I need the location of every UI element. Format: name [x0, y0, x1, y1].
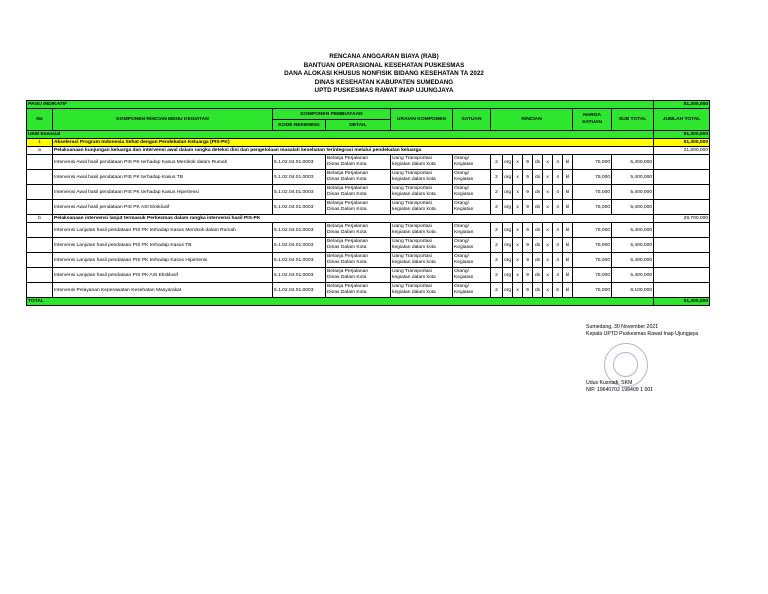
item-unit-ds: ds	[533, 268, 543, 283]
total-row	[27, 298, 710, 306]
item-satuan	[453, 268, 491, 283]
signature-nip: NIP. 19640702 198409 1 001	[586, 387, 654, 393]
item-times: x	[513, 185, 523, 200]
pagu-label: PAGU INDIKATIF	[27, 101, 654, 109]
item-kode-rekening: 5.1.02.04.01.0003	[273, 283, 326, 298]
item-satuan	[453, 200, 491, 215]
item-count: 6	[553, 283, 563, 298]
item-times: x	[513, 283, 523, 298]
item-name: Intervensi Lanjutan hasil pendataan PIS PK ASI Eksklusif	[53, 268, 273, 283]
item-sub-total: 5,400,000	[612, 253, 654, 268]
empty-cell	[27, 238, 53, 253]
item-uraian-line-2: kegiatan dalam kota	[392, 290, 436, 295]
item-times: x	[543, 223, 553, 238]
header-line-2: BANTUAN OPERASIONAL KESEHATAN PUSKESMAS	[303, 61, 465, 69]
table-row	[27, 170, 710, 185]
section-b-letter: b	[27, 215, 53, 223]
ukm-value: 51,300,000	[654, 131, 710, 139]
item-satuan-line-1: Orang/	[454, 223, 469, 229]
table-row	[27, 238, 710, 253]
item-satuan	[453, 253, 491, 268]
col-komponen-rincian: KOMPONEN RINCIAN MENU KEGIATAN	[53, 109, 273, 131]
item-uraian	[391, 170, 453, 185]
item-uraian-line-1: Uang Transportasi	[392, 253, 432, 259]
item-uraian-line-1: Uang Transportasi	[392, 185, 432, 191]
item-count: 4	[553, 223, 563, 238]
item-uraian	[391, 223, 453, 238]
item-sub-total: 5,400,000	[612, 200, 654, 215]
item-detail	[326, 200, 391, 215]
item-uraian-line-1: Uang Transportasi	[392, 223, 432, 229]
item-kode-rekening: 5.1.02.04.01.0003	[273, 253, 326, 268]
item-times: x	[513, 155, 523, 170]
item-days: 9	[523, 223, 533, 238]
item-jumlah-total	[654, 185, 710, 200]
item-detail	[326, 283, 391, 298]
item-times: x	[543, 155, 553, 170]
item-unit-ds: ds	[533, 185, 543, 200]
item-harga-satuan: 75,000	[573, 200, 612, 215]
item-satuan-line-1: Orang/	[454, 253, 469, 259]
item-satuan-line-1: Orang/	[454, 283, 469, 289]
item-uraian	[391, 185, 453, 200]
item-detail	[326, 155, 391, 170]
item-uraian-line-1: Uang Transportasi	[392, 238, 432, 244]
header-line-5: UPTD PUSKESMAS RAWAT INAP UJUNGJAYA	[314, 87, 454, 95]
col-sub-total: SUB TOTAL	[612, 109, 654, 131]
program-label: Akselerasi Program Indonesia Sehat dengan Pendekatan Keluarga (PIS-PK)	[53, 139, 654, 147]
item-jumlah-total	[654, 283, 710, 298]
item-detail-line-1: Belanja Perjalanan	[327, 200, 369, 206]
item-kode-rekening: 5.1.02.04.01.0003	[273, 170, 326, 185]
signature-name-block	[586, 380, 653, 394]
item-times: x	[543, 238, 553, 253]
item-kode-rekening: 5.1.02.04.01.0003	[273, 200, 326, 215]
item-satuan-line-2: Kegiatan	[454, 230, 474, 235]
item-satuan	[453, 155, 491, 170]
item-uraian-line-2: kegiatan dalam kota	[392, 207, 436, 212]
table-row	[27, 200, 710, 215]
header-row-1	[27, 109, 710, 120]
item-count: 4	[553, 238, 563, 253]
item-detail	[326, 185, 391, 200]
item-satuan	[453, 238, 491, 253]
item-times: x	[543, 170, 553, 185]
item-satuan-line-1: Orang/	[454, 200, 469, 206]
item-days: 9	[523, 268, 533, 283]
item-times: x	[513, 268, 523, 283]
section-b-label: Pelaksanaan intervensi lanjut termasuk Perkesmas dalam rangka intervensi hasil PIS-PK	[53, 215, 654, 223]
item-uraian-line-1: Uang Transportasi	[392, 268, 432, 274]
item-days: 9	[523, 185, 533, 200]
signature-block	[586, 324, 698, 338]
section-a-value: 21,600,000	[654, 147, 710, 155]
section-b-value: 29,700,000	[654, 215, 710, 223]
item-unit-kl: kl	[563, 283, 573, 298]
item-uraian-line-2: kegiatan dalam kota	[392, 230, 436, 235]
item-unit-org: org	[503, 185, 513, 200]
total-value: 51,300,000	[654, 298, 710, 306]
item-uraian-line-2: kegiatan dalam kota	[392, 275, 436, 280]
item-detail-line-1: Belanja Perjalanan	[327, 223, 369, 229]
budget-table	[26, 100, 710, 306]
item-satuan-line-2: Kegiatan	[454, 290, 474, 295]
item-qty: 2	[491, 283, 503, 298]
item-unit-org: org	[503, 223, 513, 238]
empty-cell	[27, 253, 53, 268]
item-detail-line-1: Belanja Perjalanan	[327, 185, 369, 191]
item-kode-rekening: 5.1.02.04.01.0003	[273, 155, 326, 170]
item-unit-kl: kl	[563, 253, 573, 268]
item-detail-line-1: Belanja Perjalanan	[327, 253, 369, 259]
item-jumlah-total	[654, 170, 710, 185]
item-times: x	[543, 200, 553, 215]
item-qty: 2	[491, 223, 503, 238]
col-komponen-pembiayaan: KOMPONEN PEMBIAYAAN	[273, 109, 391, 120]
item-jumlah-total	[654, 268, 710, 283]
table-row	[27, 223, 710, 238]
item-uraian-line-1: Uang Transportasi	[392, 170, 432, 176]
item-satuan-line-1: Orang/	[454, 155, 469, 161]
item-unit-kl: kl	[563, 238, 573, 253]
item-name: Intervensi Lanjutan hasil pendataan PIS PK terhadap Kasus Hipertensi	[53, 253, 273, 268]
item-kode-rekening: 5.1.02.04.01.0003	[273, 185, 326, 200]
item-detail-line-2: Dinas Dalam Kota	[327, 275, 367, 280]
table-row	[27, 155, 710, 170]
empty-cell	[27, 200, 53, 215]
col-rincian: RINCIAN	[491, 109, 573, 131]
item-name: Intervensi Pelayanan Keperawatan Kesehatan Masyarakat	[53, 283, 273, 298]
signature-position: Kepala UPTD Puskesmas Rawat Inap Ujungjaya	[586, 331, 699, 337]
item-days: 9	[523, 283, 533, 298]
item-uraian-line-2: kegiatan dalam kota	[392, 245, 436, 250]
item-uraian-line-2: kegiatan dalam kota	[392, 260, 436, 265]
item-unit-ds: ds	[533, 200, 543, 215]
item-sub-total: 5,400,000	[612, 223, 654, 238]
item-harga-satuan: 75,000	[573, 238, 612, 253]
item-unit-ds: ds	[533, 170, 543, 185]
item-uraian	[391, 155, 453, 170]
item-count: 4	[553, 268, 563, 283]
item-detail-line-1: Belanja Perjalanan	[327, 170, 369, 176]
item-detail-line-2: Dinas Dalam Kota	[327, 162, 367, 167]
item-kode-rekening: 5.1.02.04.01.0003	[273, 238, 326, 253]
item-detail	[326, 253, 391, 268]
item-days: 9	[523, 253, 533, 268]
item-kode-rekening: 5.1.02.04.01.0003	[273, 223, 326, 238]
item-unit-org: org	[503, 238, 513, 253]
item-count: 4	[553, 170, 563, 185]
item-detail-line-1: Belanja Perjalanan	[327, 283, 369, 289]
item-uraian-line-1: Uang Transportasi	[392, 200, 432, 206]
item-unit-kl: kl	[563, 268, 573, 283]
item-harga-satuan: 75,000	[573, 253, 612, 268]
item-detail-line-2: Dinas Dalam Kota	[327, 192, 367, 197]
item-name: Intervensi Awal hasil pendataan PIS PK terhadap Kasus Merokok dalam Rumah	[53, 155, 273, 170]
program-no: 1	[27, 139, 53, 147]
header-title: RENCANA ANGGARAN BIAYA (RAB)	[329, 53, 439, 60]
program-value: 51,300,000	[654, 139, 710, 147]
item-detail	[326, 268, 391, 283]
item-unit-kl: kl	[563, 170, 573, 185]
item-uraian	[391, 268, 453, 283]
item-satuan	[453, 170, 491, 185]
col-uraian: URAIAN KOMPONEN	[391, 109, 453, 131]
item-uraian	[391, 283, 453, 298]
item-unit-org: org	[503, 200, 513, 215]
item-qty: 2	[491, 268, 503, 283]
item-uraian	[391, 200, 453, 215]
item-uraian-line-2: kegiatan dalam kota	[392, 192, 436, 197]
item-satuan-line-2: Kegiatan	[454, 245, 474, 250]
item-satuan-line-1: Orang/	[454, 185, 469, 191]
item-qty: 2	[491, 185, 503, 200]
item-times: x	[513, 170, 523, 185]
item-harga-satuan: 75,000	[573, 223, 612, 238]
item-days: 9	[523, 170, 533, 185]
item-sub-total: 5,400,000	[612, 170, 654, 185]
document-header	[0, 53, 768, 96]
item-days: 9	[523, 155, 533, 170]
item-unit-ds: ds	[533, 155, 543, 170]
item-times: x	[513, 200, 523, 215]
item-unit-ds: ds	[533, 253, 543, 268]
section-a-letter: a	[27, 147, 53, 155]
item-sub-total: 5,400,000	[612, 185, 654, 200]
item-count: 4	[553, 185, 563, 200]
item-detail-line-2: Dinas Dalam Kota	[327, 230, 367, 235]
col-kode-rekening: KODE REKENING	[273, 120, 326, 131]
total-label: TOTAL	[27, 298, 654, 306]
item-harga-satuan: 75,000	[573, 185, 612, 200]
item-qty: 2	[491, 170, 503, 185]
item-qty: 2	[491, 253, 503, 268]
item-satuan	[453, 283, 491, 298]
header-line-4: DINAS KESEHATAN KABUPATEN SUMEDANG	[314, 78, 454, 86]
table-row	[27, 283, 710, 298]
item-unit-org: org	[503, 170, 513, 185]
item-name: Intervensi Awal hasil pendataan PIS PK terhadap Kasus Hipertensi	[53, 185, 273, 200]
item-qty: 2	[491, 200, 503, 215]
item-satuan-line-2: Kegiatan	[454, 275, 474, 280]
item-unit-org: org	[503, 253, 513, 268]
empty-cell	[27, 283, 53, 298]
item-satuan-line-2: Kegiatan	[454, 177, 474, 182]
item-times: x	[513, 253, 523, 268]
item-uraian-line-2: kegiatan dalam kota	[392, 177, 436, 182]
item-uraian	[391, 238, 453, 253]
item-satuan-line-2: Kegiatan	[454, 207, 474, 212]
item-name: Intervensi Lanjutan hasil pendataan PIS PK terhadap Kasus Merokok dalam Rumah	[53, 223, 273, 238]
empty-cell	[27, 223, 53, 238]
item-times: x	[543, 253, 553, 268]
item-count: 4	[553, 253, 563, 268]
header-line-3: DANA ALOKASI KHUSUS NONFISIK BIDANG KESEHATAN TA 2022	[284, 70, 484, 78]
item-detail	[326, 223, 391, 238]
item-kode-rekening: 5.1.02.04.01.0003	[273, 268, 326, 283]
item-sub-total: 5,400,000	[612, 155, 654, 170]
item-harga-satuan: 75,000	[573, 283, 612, 298]
section-a-row	[27, 147, 710, 155]
item-unit-ds: ds	[533, 223, 543, 238]
item-unit-org: org	[503, 155, 513, 170]
item-detail-line-2: Dinas Dalam Kota	[327, 260, 367, 265]
item-qty: 2	[491, 155, 503, 170]
item-jumlah-total	[654, 223, 710, 238]
item-satuan	[453, 223, 491, 238]
item-uraian-line-1: Uang Transportasi	[392, 155, 432, 161]
item-detail	[326, 170, 391, 185]
col-harga-satuan: HARGA SATUAN	[573, 109, 612, 131]
item-harga-satuan: 75,000	[573, 170, 612, 185]
program-row	[27, 139, 710, 147]
item-detail-line-1: Belanja Perjalanan	[327, 268, 369, 274]
item-sub-total: 5,400,000	[612, 268, 654, 283]
item-count: 4	[553, 155, 563, 170]
table-row	[27, 253, 710, 268]
item-uraian	[391, 253, 453, 268]
item-satuan-line-1: Orang/	[454, 268, 469, 274]
col-no: No	[27, 109, 53, 131]
pagu-row	[27, 101, 710, 109]
col-satuan: SATUAN	[453, 109, 491, 131]
item-detail-line-1: Belanja Perjalanan	[327, 238, 369, 244]
item-unit-kl: kl	[563, 200, 573, 215]
signature-place-date: Sumedang, 30 November 2021	[586, 324, 659, 330]
item-days: 9	[523, 238, 533, 253]
item-count: 4	[553, 200, 563, 215]
item-times: x	[543, 185, 553, 200]
item-jumlah-total	[654, 155, 710, 170]
item-qty: 2	[491, 238, 503, 253]
item-detail-line-2: Dinas Dalam Kota	[327, 177, 367, 182]
item-days: 9	[523, 200, 533, 215]
item-detail-line-2: Dinas Dalam Kota	[327, 290, 367, 295]
item-satuan-line-2: Kegiatan	[454, 162, 474, 167]
item-unit-kl: kl	[563, 185, 573, 200]
item-satuan-line-1: Orang/	[454, 170, 469, 176]
item-times: x	[513, 223, 523, 238]
item-jumlah-total	[654, 200, 710, 215]
item-jumlah-total	[654, 238, 710, 253]
empty-cell	[27, 170, 53, 185]
item-unit-ds: ds	[533, 238, 543, 253]
item-satuan-line-2: Kegiatan	[454, 192, 474, 197]
item-unit-ds: ds	[533, 283, 543, 298]
item-name: Intervensi Awal hasil pendataan PIS PK ASI Eksklusif	[53, 200, 273, 215]
table-row	[27, 268, 710, 283]
item-unit-org: org	[503, 268, 513, 283]
item-detail	[326, 238, 391, 253]
section-a-label: Pelaksanaan kunjungan keluarga dan intervensi awal dalam rangka deteksi dini dan pengelolaan masalah kesehatan terintegrasi melalui pendekatan keluarga	[53, 147, 654, 155]
item-detail-line-1: Belanja Perjalanan	[327, 155, 369, 161]
col-jumlah-total: JUMLAH TOTAL	[654, 109, 710, 131]
item-sub-total: 5,400,000	[612, 238, 654, 253]
item-satuan	[453, 185, 491, 200]
item-times: x	[543, 268, 553, 283]
item-unit-kl: kl	[563, 223, 573, 238]
item-uraian-line-1: Uang Transportasi	[392, 283, 432, 289]
empty-cell	[27, 268, 53, 283]
col-detail: DETAIL	[326, 120, 391, 131]
section-b-row	[27, 215, 710, 223]
item-times: x	[513, 238, 523, 253]
ukm-row	[27, 131, 710, 139]
item-unit-kl: kl	[563, 155, 573, 170]
item-unit-org: org	[503, 283, 513, 298]
item-uraian-line-2: kegiatan dalam kota	[392, 162, 436, 167]
empty-cell	[27, 185, 53, 200]
item-jumlah-total	[654, 253, 710, 268]
pagu-value: 51,300,000	[654, 101, 710, 109]
item-sub-total: 8,100,000	[612, 283, 654, 298]
item-name: Intervensi Lanjutan hasil pendataan PIS PK terhadap Kasus TB	[53, 238, 273, 253]
signature-name: Udus Kusnadi, SKM	[586, 380, 633, 386]
item-times: x	[543, 283, 553, 298]
item-harga-satuan: 75,000	[573, 155, 612, 170]
item-detail-line-2: Dinas Dalam Kota	[327, 207, 367, 212]
item-satuan-line-1: Orang/	[454, 238, 469, 244]
item-harga-satuan: 75,000	[573, 268, 612, 283]
table-row	[27, 185, 710, 200]
item-name: Intervensi Awal hasil pendataan PIS PK terhadap Kasus TB	[53, 170, 273, 185]
ukm-label: UKM Esensial	[27, 131, 654, 139]
empty-cell	[27, 155, 53, 170]
item-detail-line-2: Dinas Dalam Kota	[327, 245, 367, 250]
item-satuan-line-2: Kegiatan	[454, 260, 474, 265]
